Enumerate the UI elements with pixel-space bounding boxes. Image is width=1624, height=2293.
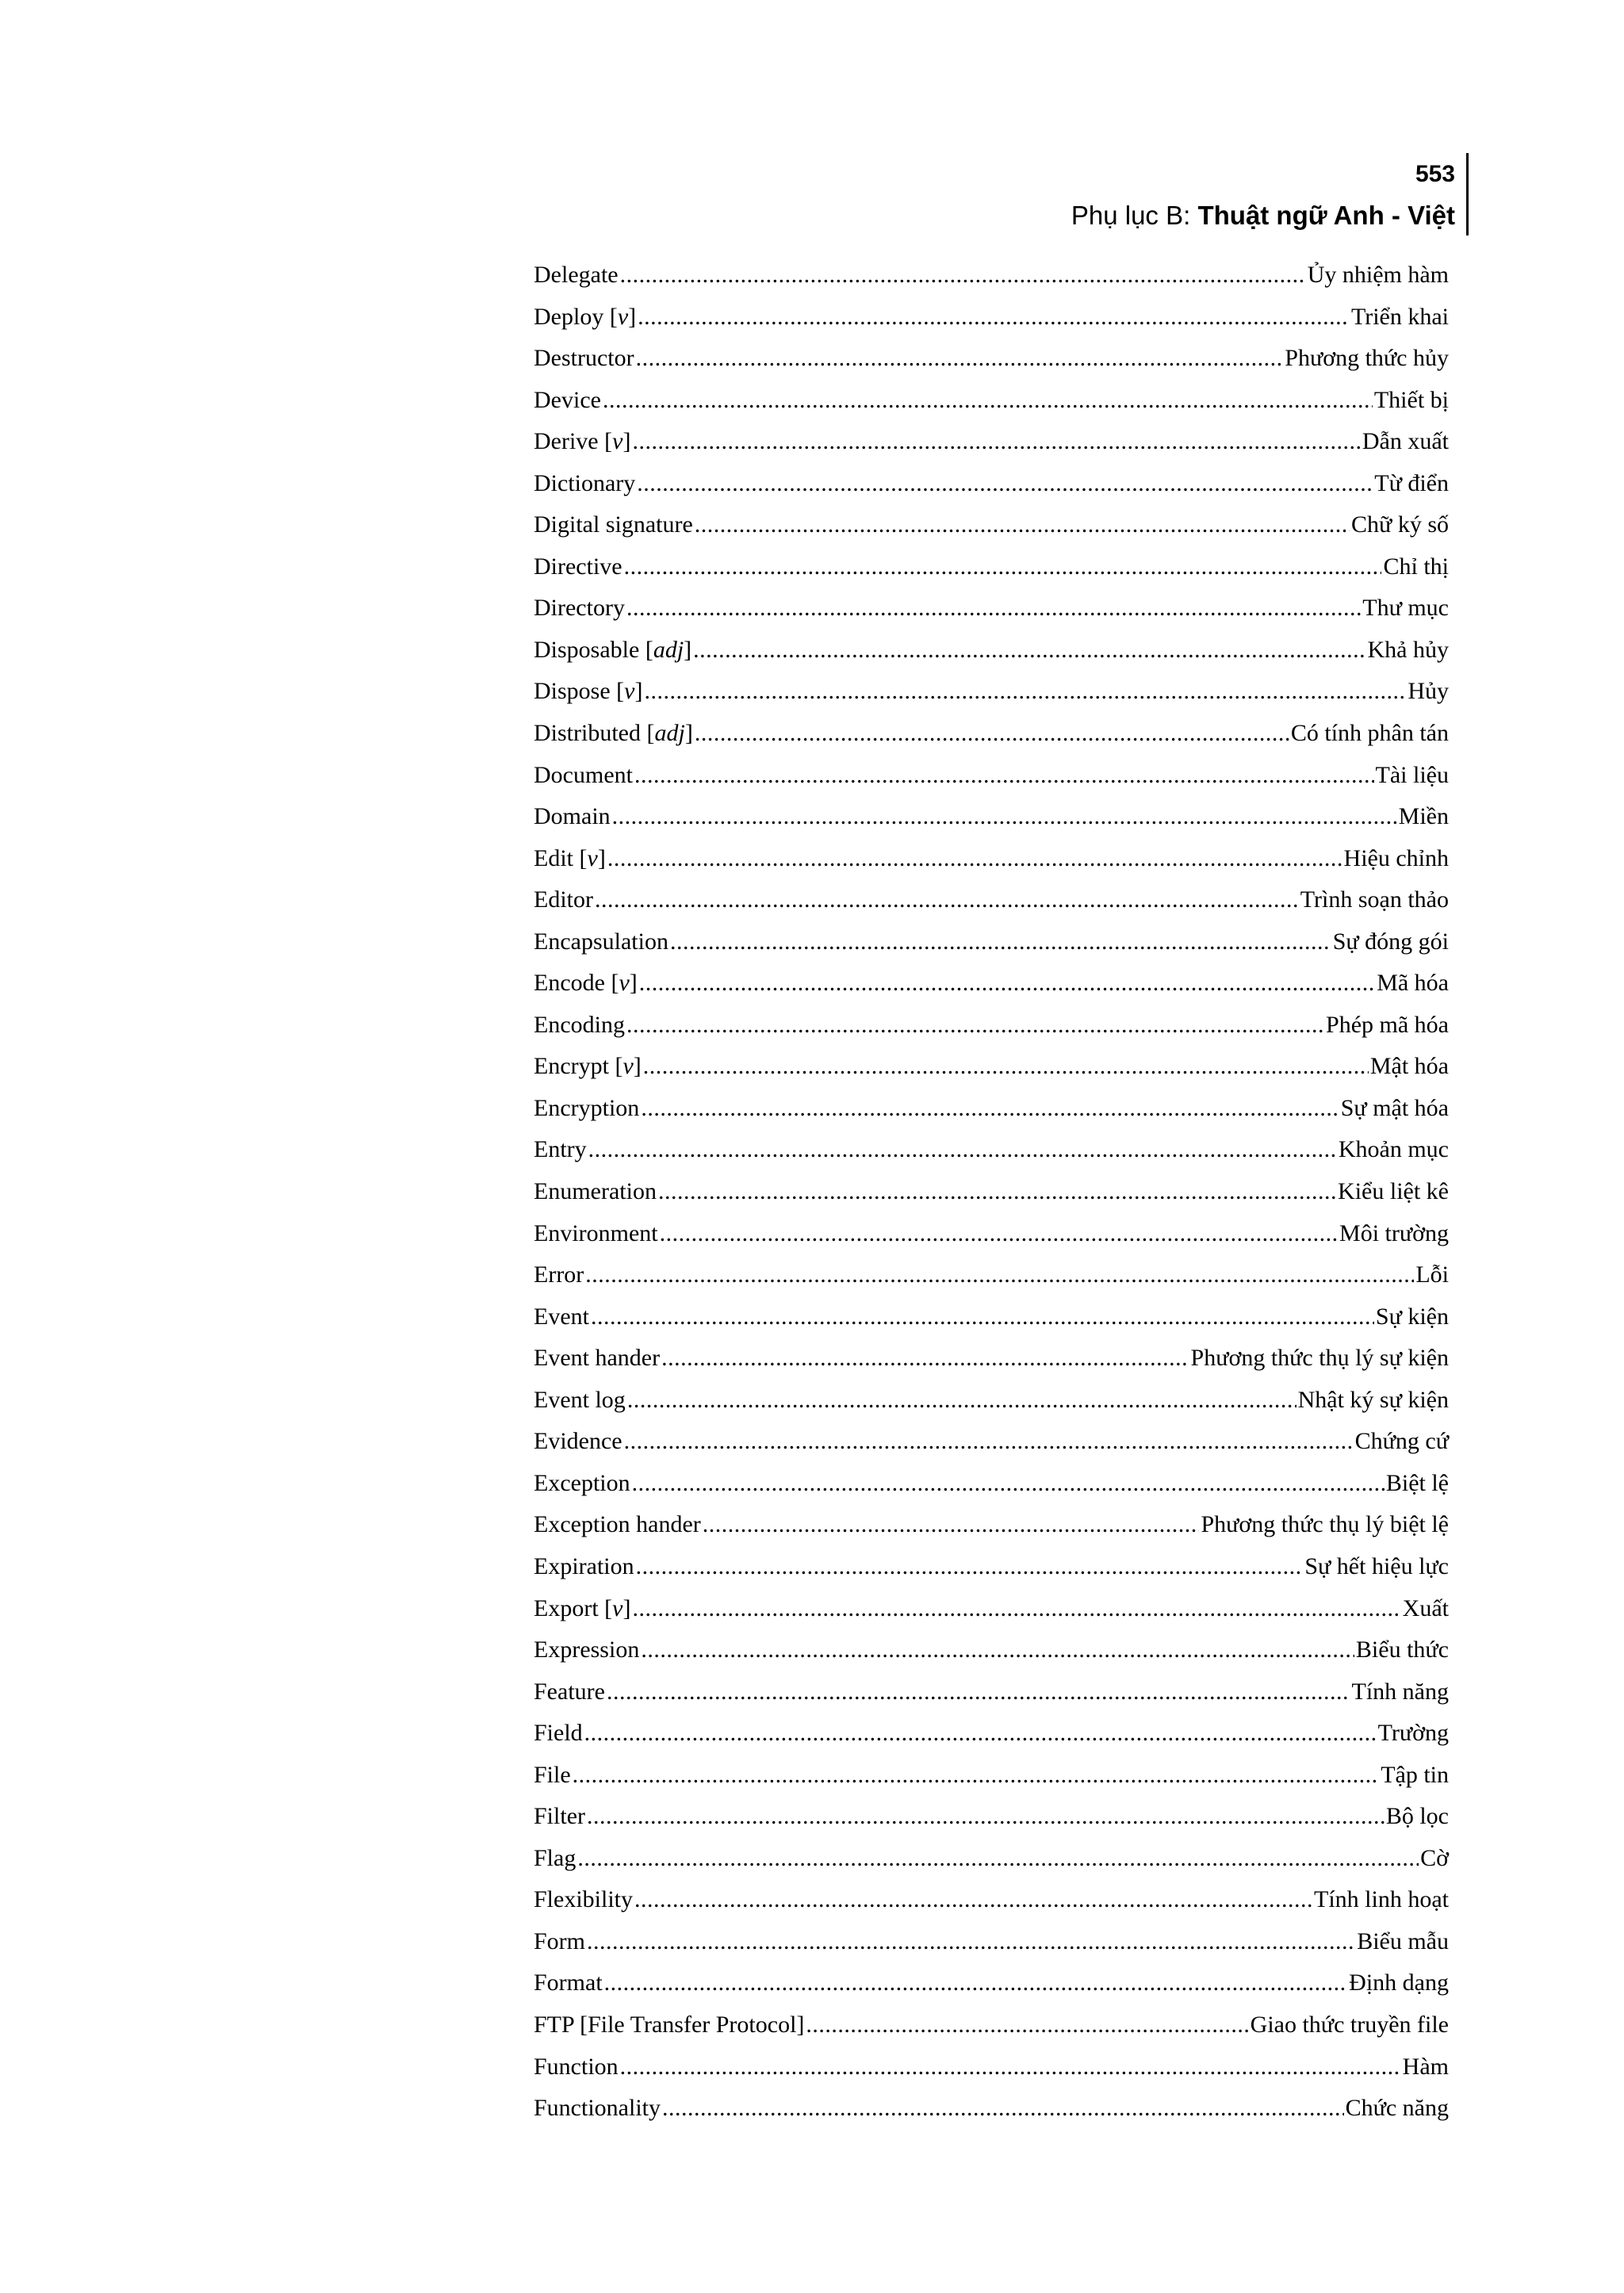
dot-leader [624,546,1382,588]
page-header [1071,155,1455,238]
glossary-entry [534,1213,1449,1255]
term-text: Directory [534,595,625,622]
glossary-term [534,713,693,755]
glossary-term [534,838,606,880]
glossary-translation: Lỗi [1415,1261,1449,1288]
glossary-translation: Xuất [1402,1594,1449,1621]
term-text: Derive [ [534,428,613,455]
glossary-translation: Phương thức hủy [1285,345,1449,372]
term-text: FTP [File Transfer Protocol] [534,2011,805,2038]
term-text: Expiration [534,1552,634,1579]
term-text: Export [ [534,1594,613,1621]
glossary-entry [534,338,1449,380]
glossary-translation: Miền [1398,803,1449,830]
glossary-entry [534,1546,1449,1588]
glossary-term [534,1254,584,1296]
term-text: Dictionary [534,469,636,496]
glossary-entry [534,1671,1449,1713]
glossary-term [534,671,642,713]
term-text: Encapsulation [534,928,668,955]
glossary-entry [534,380,1449,422]
glossary-term [534,2046,619,2088]
term-text: Domain [534,803,611,830]
dot-leader [626,1005,1324,1047]
glossary-list [534,255,1449,2130]
dot-leader [577,1838,1419,1880]
glossary-term [534,2004,804,2046]
glossary-term [534,755,633,797]
term-text: Destructor [534,345,634,372]
glossary-translation: Phương thức thụ lý biệt lệ [1201,1511,1449,1538]
term-text: Flexibility [534,1886,634,1913]
part-of-speech-tag: adj [654,720,685,747]
dot-leader [658,1171,1336,1213]
glossary-term [534,1338,660,1380]
glossary-entry [534,2046,1449,2088]
glossary-term [534,1713,583,1755]
glossary-term [534,963,638,1005]
tag-close-bracket: ] [634,678,643,705]
glossary-term [534,1921,585,1963]
glossary-translation: Biểu thức [1355,1636,1449,1663]
glossary-entry [534,630,1449,672]
dot-leader [634,1879,1312,1921]
dot-leader [624,1421,1354,1463]
glossary-entry [534,1755,1449,1797]
glossary-entry [534,255,1449,297]
glossary-translation: Thư mục [1362,595,1449,622]
glossary-entry [534,588,1449,630]
glossary-translation: Có tính phân tán [1290,720,1449,747]
glossary-entry [534,1171,1449,1213]
glossary-term [534,1838,576,1880]
term-text: Function [534,2053,619,2080]
glossary-term [534,255,619,297]
dot-leader [703,1504,1200,1546]
term-text: Evidence [534,1428,622,1455]
term-text: Editor [534,886,593,913]
glossary-entry [534,1046,1449,1088]
glossary-term [534,1796,585,1838]
dot-leader [612,796,1397,838]
glossary-translation: Hủy [1408,678,1449,705]
glossary-term [534,1171,657,1213]
dot-leader [607,1671,1350,1713]
glossary-entry [534,421,1449,463]
term-text: Feature [534,1678,605,1705]
glossary-translation: Cờ [1420,1844,1449,1871]
glossary-translation: Biệt lệ [1385,1469,1449,1496]
term-text: Functionality [534,2095,661,2122]
glossary-term [534,630,691,672]
term-text: Expression [534,1636,640,1663]
glossary-term [534,588,625,630]
dot-leader [632,1463,1385,1505]
dot-leader [584,1713,1377,1755]
dot-leader [620,255,1306,297]
term-text: Field [534,1720,583,1747]
glossary-translation: Kiểu liệt kê [1338,1178,1449,1205]
glossary-translation: Giao thức truyền file [1250,2011,1449,2038]
dot-leader [634,755,1374,797]
dot-leader [595,879,1299,921]
term-text: Directive [534,553,622,580]
term-text: Exception hander [534,1511,701,1538]
glossary-translation: Sự mật hóa [1340,1094,1449,1121]
glossary-entry [534,1713,1449,1755]
dot-leader [695,504,1350,546]
glossary-term [534,879,593,921]
glossary-entry [534,2088,1449,2130]
term-text: Flag [534,1844,576,1871]
dot-leader [636,338,1284,380]
term-text: Disposable [ [534,636,653,663]
glossary-term [534,1296,589,1338]
part-of-speech-tag: v [612,428,623,455]
glossary-entry [534,1088,1449,1130]
glossary-term [534,463,635,505]
dot-leader [607,838,1342,880]
tag-close-bracket: ] [597,844,606,871]
dot-leader [660,1213,1338,1255]
term-text: Digital signature [534,511,693,538]
glossary-entry [534,1588,1449,1630]
glossary-term [534,921,668,963]
glossary-translation: Chức năng [1345,2095,1449,2122]
glossary-term [534,297,636,339]
dot-leader [644,671,1406,713]
term-text: Environment [534,1219,658,1246]
tag-close-bracket: ] [622,428,631,455]
glossary-entry [534,1921,1449,1963]
dot-leader [806,2004,1248,2046]
tag-close-bracket: ] [628,303,637,330]
glossary-term [534,1962,603,2004]
dot-leader [626,588,1361,630]
glossary-term [534,1421,622,1463]
glossary-term [534,1463,630,1505]
glossary-term [534,1671,605,1713]
glossary-translation: Chứng cứ [1354,1428,1449,1455]
term-text: Event log [534,1386,626,1413]
glossary-entry [534,297,1449,339]
dot-leader [662,2088,1344,2130]
glossary-entry [534,1296,1449,1338]
dot-leader [604,1962,1348,2004]
glossary-entry [534,1005,1449,1047]
dot-leader [643,1046,1369,1088]
dot-leader [639,963,1375,1005]
glossary-translation: Tập tin [1381,1761,1449,1788]
term-text: Document [534,761,633,788]
glossary-translation: Dẫn xuất [1362,428,1449,455]
term-text: Form [534,1927,586,1954]
glossary-entry [534,2004,1449,2046]
term-text: Event hander [534,1345,661,1372]
glossary-translation: Sự kiện [1375,1303,1449,1330]
term-text: Event [534,1303,589,1330]
glossary-entry [534,546,1449,588]
chapter-title-line [1071,193,1455,238]
glossary-translation: Khoản mục [1338,1136,1449,1163]
dot-leader [641,1629,1354,1671]
glossary-term [534,1504,701,1546]
dot-leader [587,1921,1355,1963]
dot-leader [638,297,1350,339]
chapter-prefix: Phụ lục B: [1071,201,1198,230]
dot-leader [637,463,1373,505]
glossary-entry [534,1380,1449,1422]
glossary-term [534,1088,639,1130]
glossary-entry [534,1338,1449,1380]
glossary-term [534,1129,587,1171]
glossary-entry [534,1838,1449,1880]
glossary-translation: Thiết bị [1373,386,1449,413]
term-text: Format [534,1970,603,1996]
term-text: Entry [534,1136,587,1163]
dot-leader [620,2046,1401,2088]
term-text: Encrypt [ [534,1053,623,1080]
glossary-translation: Bộ lọc [1385,1803,1449,1830]
glossary-entry [534,671,1449,713]
glossary-term [534,546,622,588]
glossary-entry [534,713,1449,755]
glossary-translation: Phương thức thụ lý sự kiện [1190,1345,1449,1372]
glossary-term [534,421,630,463]
dot-leader [636,1546,1304,1588]
glossary-term [534,1380,626,1422]
glossary-entry [534,879,1449,921]
tag-close-bracket: ] [684,720,693,747]
glossary-translation: Mã hóa [1377,970,1449,997]
glossary-entry [534,1421,1449,1463]
glossary-term [534,1546,634,1588]
glossary-translation: Trường [1377,1720,1449,1747]
part-of-speech-tag: v [622,1053,634,1080]
glossary-translation: Nhật ký sự kiện [1297,1386,1449,1413]
glossary-entry [534,463,1449,505]
dot-leader [670,921,1331,963]
glossary-entry [534,504,1449,546]
glossary-entry [534,1796,1449,1838]
glossary-translation: Hiệu chỉnh [1343,844,1449,871]
term-text: Dispose [ [534,678,625,705]
glossary-term [534,2088,661,2130]
glossary-term [534,1588,630,1630]
glossary-entry [534,755,1449,797]
term-text: Encode [ [534,970,619,997]
glossary-translation: Chữ ký số [1351,511,1449,538]
dot-leader [632,1588,1400,1630]
term-text: Delegate [534,262,619,288]
glossary-term [534,380,601,422]
part-of-speech-tag: v [612,1594,623,1621]
term-text: Enumeration [534,1178,657,1205]
dot-leader [585,1254,1414,1296]
glossary-entry [534,963,1449,1005]
dot-leader [587,1796,1385,1838]
term-text: Error [534,1261,584,1288]
tag-close-bracket: ] [622,1594,631,1621]
glossary-term [534,338,634,380]
glossary-translation: Khả hủy [1367,636,1449,663]
glossary-term [534,504,693,546]
glossary-entry [534,921,1449,963]
dot-leader [693,630,1365,672]
glossary-term [534,1755,571,1797]
glossary-entry [534,1879,1449,1921]
glossary-entry [534,1629,1449,1671]
glossary-term [534,1046,642,1088]
glossary-entry [534,1962,1449,2004]
glossary-translation: Tính năng [1351,1678,1449,1705]
part-of-speech-tag: v [587,844,598,871]
glossary-entry [534,1504,1449,1546]
glossary-term [534,1629,639,1671]
tag-close-bracket: ] [633,1053,642,1080]
glossary-term [534,1213,658,1255]
dot-leader [661,1338,1189,1380]
glossary-translation: Triển khai [1350,303,1449,330]
glossary-term [534,1005,625,1047]
glossary-entry [534,1463,1449,1505]
glossary-term [534,796,611,838]
term-text: Exception [534,1469,630,1496]
term-text: Encryption [534,1094,640,1121]
part-of-speech-tag: v [624,678,635,705]
glossary-translation: Biểu mẫu [1357,1927,1449,1954]
part-of-speech-tag: adj [653,636,684,663]
glossary-term [534,1879,633,1921]
dot-leader [632,421,1360,463]
part-of-speech-tag: v [619,970,630,997]
dot-leader [627,1380,1297,1422]
glossary-translation: Sự đóng gói [1332,928,1449,955]
term-text: Edit [ [534,844,588,871]
term-text: Distributed [ [534,720,655,747]
term-text: Filter [534,1803,585,1830]
dot-leader [573,1755,1380,1797]
glossary-translation: Sự hết hiệu lực [1304,1552,1449,1579]
glossary-translation: Trình soạn thảo [1300,886,1449,913]
glossary-translation: Từ điển [1374,469,1449,496]
glossary-translation: Ủy nhiệm hàm [1307,262,1449,288]
term-text: Encoding [534,1011,625,1038]
header-divider [1466,153,1469,235]
glossary-translation: Tính linh hoạt [1314,1886,1449,1913]
part-of-speech-tag: v [617,303,629,330]
dot-leader [588,1129,1337,1171]
glossary-translation: Hàm [1402,2053,1449,2080]
dot-leader [603,380,1373,422]
page-number: 553 [1415,161,1455,187]
term-text: File [534,1761,571,1788]
dot-leader [641,1088,1339,1130]
glossary-translation: Định dạng [1349,1970,1449,1996]
tag-close-bracket: ] [629,970,638,997]
glossary-translation: Chỉ thị [1383,553,1449,580]
glossary-entry [534,1254,1449,1296]
glossary-translation: Tài liệu [1375,761,1449,788]
glossary-translation: Phép mã hóa [1326,1011,1449,1038]
glossary-entry [534,796,1449,838]
tag-close-bracket: ] [684,636,692,663]
term-text: Deploy [ [534,303,618,330]
glossary-translation: Mật hóa [1369,1053,1449,1080]
glossary-entry [534,838,1449,880]
dot-leader [591,1296,1374,1338]
glossary-entry [534,1129,1449,1171]
dot-leader [695,713,1289,755]
term-text: Device [534,386,601,413]
chapter-title: Thuật ngữ Anh - Việt [1197,201,1455,230]
glossary-translation: Môi trường [1339,1219,1449,1246]
